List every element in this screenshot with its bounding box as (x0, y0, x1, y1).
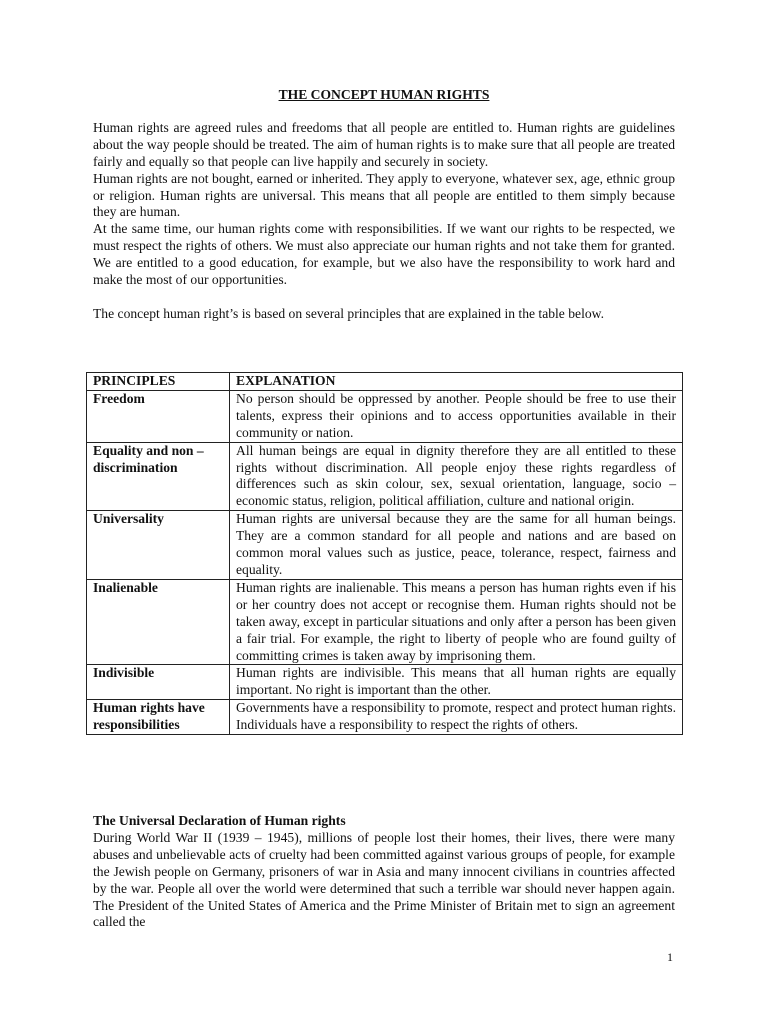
table-row (87, 511, 683, 580)
explanation-cell: All human beings are equal in dignity therefore they are all entitled to these rights without discrimination. All people enjoy these rights regardless of differences such as skin colour, sex, sexual orientation, language, socio – economic status, religion, political affiliation, culture and national origin. (230, 442, 683, 511)
explanation-cell: No person should be oppressed by another. People should be free to use their talents, express their opinions and to access opportunities available in their community or nation. (230, 390, 683, 442)
explanation-cell: Governments have a responsibility to promote, respect and protect human rights. Individuals have a responsibility to respect the rights of others. (230, 700, 683, 735)
principle-cell: Equality and non – discrimination (87, 442, 230, 511)
intro-paragraphs (93, 120, 675, 323)
table-row (87, 665, 683, 700)
table-row (87, 579, 683, 665)
explanation-cell: Human rights are universal because they are the same for all human beings. They are a common standard for all people and nations and are based on common moral values such as justice, peace, tolerance, respect, fairness and equality. (230, 511, 683, 580)
table-row (87, 390, 683, 442)
column-header-principles: PRINCIPLES (87, 373, 230, 391)
explanation-cell: Human rights are inalienable. This means a person has human rights even if his or her country does not accept or recognise them. Human rights should not be taken away, except in particular situations and only after a person has been given a fair trial. For example, the right to liberty of people who are found guilty of committing crimes is taken away by imprisoning them. (230, 579, 683, 665)
intro-block (93, 87, 675, 323)
page-number: 1 (667, 950, 673, 964)
intro-paragraph: Human rights are agreed rules and freedoms that all people are entitled to. Human rights are guidelines about the way people should be treated. The aim of human rights is to make sure that all people are treated fairly and equally so that people can live happily and securely in society. (93, 119, 675, 169)
table-header-row (87, 373, 683, 391)
principles-table (86, 372, 683, 735)
page-title: THE CONCEPT HUMAN RIGHTS (278, 87, 490, 102)
principle-cell: Universality (87, 511, 230, 580)
udhr-section (93, 813, 675, 931)
intro-paragraph: Human rights are not bought, earned or inherited. They apply to everyone, whatever sex, age, ethnic group or religion. Human rights are universal. This means that all people are entitled to them simply because they are human. (93, 170, 675, 220)
principle-cell: Indivisible (87, 665, 230, 700)
principle-cell: Freedom (87, 390, 230, 442)
section-heading: The Universal Declaration of Human rights (93, 813, 346, 828)
table-row (87, 442, 683, 511)
explanation-cell: Human rights are indivisible. This means that all human rights are equally important. No right is important than the other. (230, 665, 683, 700)
table-row (87, 700, 683, 735)
table-intro-paragraph: The concept human right’s is based on several principles that are explained in the table below. (93, 305, 604, 321)
principle-cell: Human rights have responsibilities (87, 700, 230, 735)
principle-cell: Inalienable (87, 579, 230, 665)
section-paragraph: During World War II (1939 – 1945), millions of people lost their homes, their lives, there were many abuses and unbelievable acts of cruelty had been committed against various groups of people, for example the Jewish people on Germany, prisoners of war in Asia and many innocent civilians in countries affected by the war. People all over the world were determined that such a terrible war should never happen again. The President of the United States of America and the Prime Minister of Britain met to sign an agreement called the (93, 829, 675, 930)
intro-paragraph: At the same time, our human rights come with responsibilities. If we want our rights to be respected, we must respect the rights of others. We must also appreciate our human rights and not take them for granted. We are entitled to a good education, for example, but we also have the responsibility to work hard and make the most of our opportunities. (93, 221, 675, 288)
column-header-explanation: EXPLANATION (230, 373, 683, 391)
